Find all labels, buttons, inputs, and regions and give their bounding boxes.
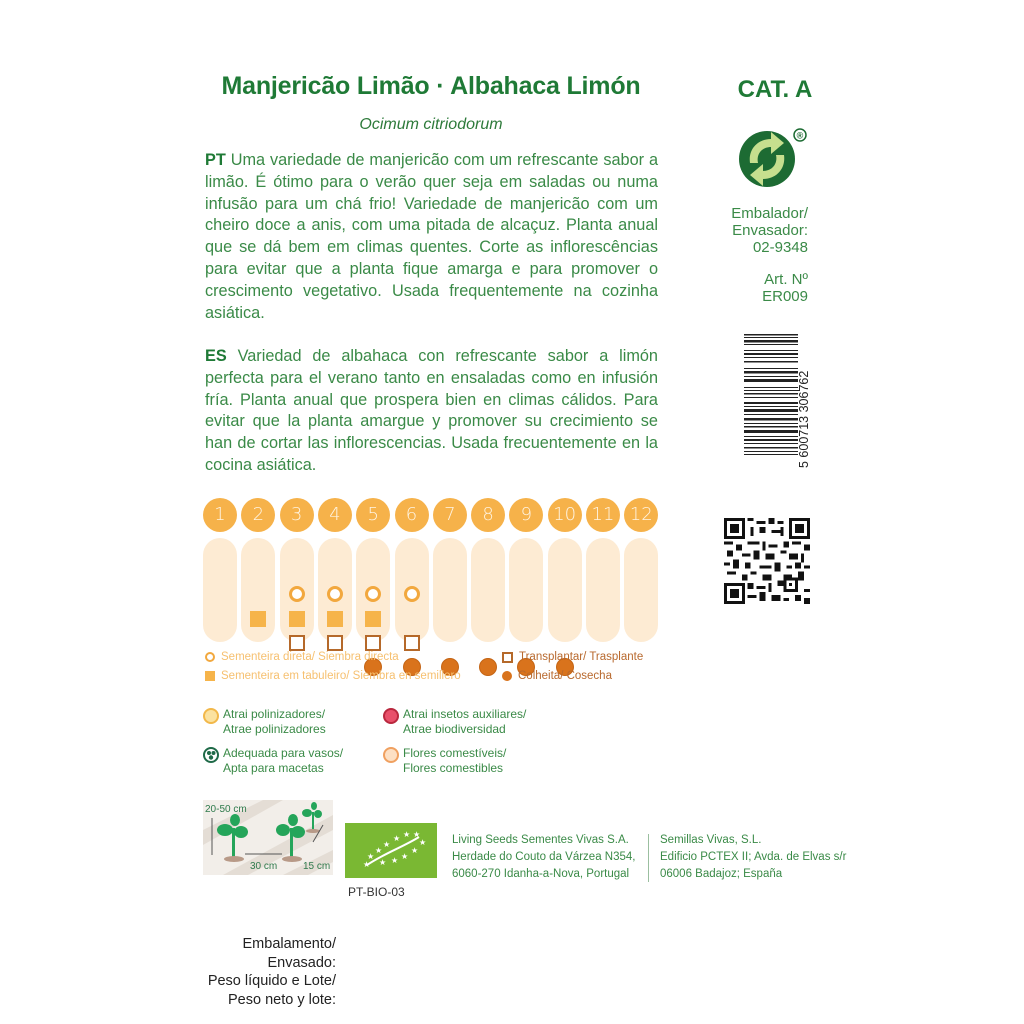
article-code: ER009 (762, 288, 808, 305)
legend-tray-sowing (205, 669, 461, 683)
month-column (203, 498, 237, 532)
month-column (241, 498, 275, 532)
legend-transplant-label: Transplantar/ Trasplante (519, 651, 644, 663)
month-column (433, 498, 467, 532)
svg-text:★: ★ (383, 840, 391, 849)
month-number: 11 (586, 498, 620, 532)
svg-text:★: ★ (379, 858, 387, 867)
company-pt-name: Living Seeds Sementes Vivas S.A. (452, 834, 629, 846)
tray-sowing-icon (205, 671, 215, 681)
legend-transplant (502, 650, 643, 664)
month-bar (280, 538, 314, 642)
transplant-icon (365, 635, 381, 651)
month-column (318, 498, 352, 532)
month-number: 8 (471, 498, 505, 532)
qr-code-icon[interactable] (724, 518, 810, 604)
attribute-label: Adequada para vasos/ (223, 746, 344, 760)
barcode-icon (740, 330, 810, 472)
pot-suitable-icon (203, 747, 219, 763)
lang-tag-pt: PT (205, 151, 226, 169)
legend-direct-label: Sementeira direta/ Siembra directa (221, 651, 399, 663)
month-bar (586, 538, 620, 642)
sowing-calendar (203, 498, 658, 648)
transplant-icon (404, 635, 420, 651)
description-es (205, 346, 658, 477)
lang-tag-es: ES (205, 347, 227, 365)
transplant-icon (327, 635, 343, 651)
plant-spacing-diagram (203, 800, 333, 875)
attribute-label-es: Atrae polinizadores (223, 722, 326, 736)
svg-text:★: ★ (363, 860, 371, 869)
beneficial-insects-icon (383, 708, 399, 724)
month-number: 10 (548, 498, 582, 532)
packaging-label: Embalamento/ (242, 936, 336, 952)
tray-sowing-icon (365, 611, 381, 627)
month-column (548, 498, 582, 532)
packer-code: 02-9348 (752, 239, 808, 256)
svg-text:★: ★ (411, 846, 419, 855)
company-divider (648, 834, 649, 882)
tray-sowing-icon (289, 611, 305, 627)
month-number: 6 (395, 498, 429, 532)
calendar-legend (205, 650, 665, 682)
company-pt (452, 832, 635, 883)
month-bar (433, 538, 467, 642)
direct-sowing-icon (327, 586, 343, 602)
svg-text:★: ★ (367, 852, 375, 861)
month-number: 5 (356, 498, 390, 532)
month-column (471, 498, 505, 532)
net-weight-lot-label: Peso líquido e Lote/ (207, 973, 336, 989)
description-pt (205, 150, 658, 324)
company-pt-address: Herdade do Couto da Várzea N354, (452, 851, 636, 863)
month-column (509, 498, 543, 532)
month-bar (395, 538, 429, 642)
direct-sowing-icon (404, 586, 420, 602)
article-info (700, 271, 808, 305)
month-column (356, 498, 390, 532)
harvest-icon (502, 671, 512, 681)
svg-text:★: ★ (419, 838, 427, 847)
green-dot-recycling-icon (738, 127, 808, 189)
direct-sowing-icon (205, 652, 215, 662)
latin-name: Ocimum citriodorum (359, 116, 503, 133)
plant-distance-label: 30 cm (250, 861, 278, 872)
packer-info (700, 205, 808, 256)
month-number: 4 (318, 498, 352, 532)
legend-tray-label: Sementeira em tabuleiro/ Siembra en semillero (221, 670, 461, 682)
month-number: 12 (624, 498, 658, 532)
month-number: 7 (433, 498, 467, 532)
eu-organic-leaf-icon (345, 823, 437, 878)
pollinator-icon (203, 708, 219, 724)
company-es-name: Semillas Vivas, S.L. (660, 834, 762, 846)
month-bar (356, 538, 390, 642)
organic-certification-code: PT-BIO-03 (348, 885, 405, 899)
svg-text:★: ★ (413, 830, 421, 839)
svg-text:★: ★ (391, 856, 399, 865)
attribute-label-es: Atrae biodiversidad (403, 722, 506, 736)
net-weight-lot-label-es: Peso neto y lote: (227, 991, 336, 1008)
svg-text:★: ★ (401, 852, 409, 861)
month-bar (318, 538, 352, 642)
company-pt-city: 6060-270 Idanha-a-Nova, Portugal (452, 868, 630, 880)
month-number: 2 (241, 498, 275, 532)
legend-direct-sowing (205, 650, 399, 664)
month-bar (241, 538, 275, 642)
month-bar (471, 538, 505, 642)
month-bar (203, 538, 237, 642)
month-column (395, 498, 429, 532)
attribute-edible-flowers (383, 746, 506, 776)
company-es-city: 06006 Badajoz; España (660, 868, 783, 880)
edible-flowers-icon (383, 747, 399, 763)
month-number: 1 (203, 498, 237, 532)
transplant-icon (502, 652, 513, 663)
description-es-text: Variedad de albahaca con refrescante sabor a limón perfecta para el verano tanto en ensaladas como en infusión fría. Planta anual que prospera bien en climas cálidos. Para evitar que la planta amargue y promover su crecimiento se han de cortar las inflorescencias. Usada frecuentemente en la cocina asiática. (205, 347, 658, 474)
tray-sowing-icon (327, 611, 343, 627)
company-es (660, 832, 846, 883)
product-title: Manjericão Limão · Albahaca Limón (221, 72, 641, 100)
article-label: Art. Nº (764, 271, 808, 288)
barcode-digits: 5 600713 306762 (797, 370, 810, 468)
category-label: CAT. A (737, 76, 813, 103)
attribute-label: Flores comestíveis/ (403, 746, 507, 760)
plant-height-label: 20-50 cm (205, 804, 247, 815)
tray-sowing-icon (250, 611, 266, 627)
transplant-icon (289, 635, 305, 651)
packer-label: Embalador/ (731, 205, 808, 222)
attribute-pot-suitable (203, 746, 343, 776)
plant-attributes (203, 707, 583, 779)
svg-text:★: ★ (375, 846, 383, 855)
svg-text:★: ★ (403, 830, 411, 839)
month-bar (548, 538, 582, 642)
legend-harvest-label: Colheita/ Cosecha (518, 670, 612, 682)
month-bar (624, 538, 658, 642)
svg-text:★: ★ (393, 834, 401, 843)
legend-harvest (502, 669, 612, 683)
attribute-label: Atrai insetos auxiliares/ (403, 707, 527, 721)
month-number: 9 (509, 498, 543, 532)
direct-sowing-icon (365, 586, 381, 602)
direct-sowing-icon (289, 586, 305, 602)
month-column (586, 498, 620, 532)
month-number: 3 (280, 498, 314, 532)
month-bar (509, 538, 543, 642)
description-pt-text: Uma variedade de manjericão com um refrescante sabor a limão. É ótimo para o verão quer seja em saladas ou numa infusão para um chá frio! Variedade de manjericão com um cheiro doce a anis, com uma pitada de alcaçuz. Planta anual que se dá bem em climas quentes. Corte as inflorescências para evitar que a planta fique amarga e para promover o crescimento vegetativo. Usada frequentemente na cozinha asiática. (205, 151, 658, 322)
packaging-info (190, 935, 336, 1009)
packer-label-es: Envasador: (732, 222, 808, 239)
attribute-pollinators (203, 707, 326, 737)
month-column (280, 498, 314, 532)
attribute-label-es: Apta para macetas (223, 761, 324, 775)
registered-mark: ® (796, 130, 804, 141)
row-distance-label: 15 cm (303, 861, 331, 872)
attribute-label: Atrai polinizadores/ (223, 707, 326, 721)
attribute-beneficial-insects (383, 707, 526, 737)
packaging-label-es: Envasado: (267, 954, 336, 971)
month-column (624, 498, 658, 532)
company-es-address: Edificio PCTEX II; Avda. de Elvas s/r (660, 851, 847, 863)
attribute-label-es: Flores comestibles (403, 761, 504, 775)
